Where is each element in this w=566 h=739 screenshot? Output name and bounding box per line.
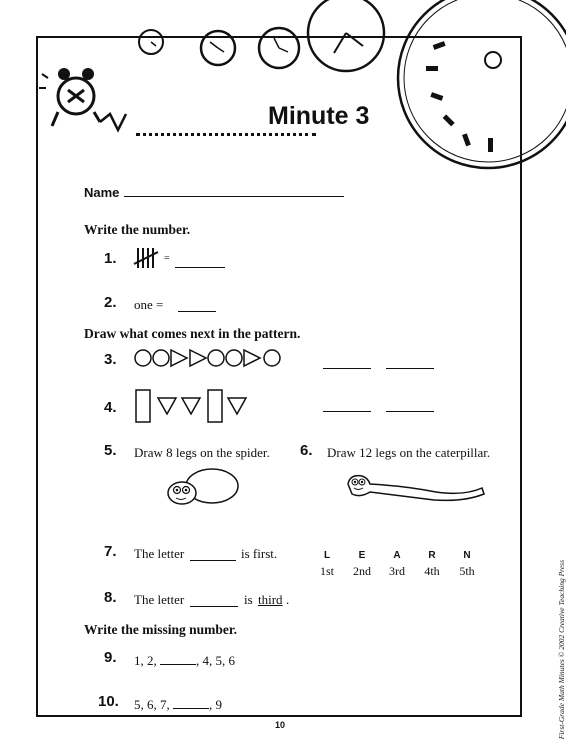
rectangle-triangle-pattern [134, 388, 274, 424]
pattern-blank-4a[interactable] [323, 399, 371, 412]
alarm-clock-character-icon [39, 68, 126, 130]
name-label: Name [84, 185, 120, 200]
section-heading-pattern: Draw what comes next in the pattern. [84, 326, 301, 341]
worksheet-frame [36, 36, 522, 717]
question-text-8-pre: The letter [134, 592, 185, 607]
question-number-4: 4. [104, 399, 117, 416]
answer-blank-2[interactable] [178, 299, 216, 312]
equals-sign: = [164, 253, 170, 264]
sequence-value: 6, [147, 697, 157, 712]
learn-letter: R [428, 550, 436, 561]
learn-letter: E [358, 550, 366, 561]
medium-clock-icon [308, 0, 384, 71]
question-number-2: 2. [104, 294, 117, 311]
learn-ordinal: 5th [459, 564, 475, 578]
small-clock-icon [139, 30, 163, 54]
question-text-8-is: is [244, 592, 253, 607]
learn-letter: A [393, 550, 401, 561]
question-text-8-period: . [286, 592, 290, 607]
question-number-5: 5. [104, 442, 117, 459]
small-clock-icon [259, 28, 299, 68]
answer-blank-10[interactable] [173, 696, 209, 709]
page-title: Minute 3 [268, 102, 370, 130]
sequence-value: 6 [228, 653, 235, 668]
side-credit: First-Grade Math Minutes © 2002 Creative Teaching Press [557, 560, 566, 739]
question-number-6: 6. [300, 442, 313, 459]
caterpillar-body-icon [346, 470, 488, 506]
question-text-7-pre: The letter [134, 546, 185, 561]
sequence-comma: , [209, 697, 213, 712]
question-text-2: one = [134, 297, 164, 312]
small-clock-icon [201, 31, 235, 65]
sequence-value: 4, [202, 653, 213, 668]
section-heading-missing: Write the missing number. [84, 622, 238, 637]
question-number-8: 8. [104, 589, 117, 606]
question-number-10: 10. [98, 693, 119, 710]
pattern-blank-4b[interactable] [386, 399, 434, 412]
question-number-1: 1. [104, 250, 117, 267]
sequence-value: 9 [215, 697, 222, 712]
question-number-9: 9. [104, 649, 117, 666]
answer-blank-8[interactable] [190, 594, 238, 607]
sequence-value: 1, [134, 653, 144, 668]
sequence-9 [134, 652, 235, 669]
question-text-8-third: third [258, 592, 283, 607]
section-heading-write-number: Write the number. [84, 222, 191, 237]
name-field[interactable] [124, 196, 344, 197]
learn-ordinal: 4th [424, 564, 440, 578]
answer-blank-1[interactable] [175, 255, 225, 268]
pattern-blank-3b[interactable] [386, 356, 434, 369]
question-number-3: 3. [104, 351, 117, 368]
learn-letter: L [323, 550, 331, 561]
sequence-value: 2, [147, 653, 157, 668]
sequence-value: 5, [134, 697, 144, 712]
circle-triangle-pattern [134, 347, 294, 369]
spider-body-icon [164, 466, 240, 510]
question-text-7-post: is first. [241, 546, 278, 561]
question-text-5: Draw 8 legs on the spider. [134, 445, 270, 460]
large-clock-icon [398, 0, 566, 168]
question-text-6: Draw 12 legs on the caterpillar. [327, 445, 491, 460]
answer-blank-7[interactable] [190, 548, 236, 561]
pattern-blank-3a[interactable] [323, 356, 371, 369]
page-number: 10 [275, 720, 286, 730]
sequence-value: 7, [160, 697, 170, 712]
learn-ordinal: 2nd [353, 564, 371, 578]
sequence-value: 5, [215, 653, 226, 668]
title-dotted-rule [136, 133, 316, 136]
learn-letter: N [463, 550, 471, 561]
tally-marks-icon [134, 246, 160, 270]
learn-ordinal: 3rd [389, 564, 405, 578]
sequence-10 [134, 696, 222, 713]
question-number-7: 7. [104, 543, 117, 560]
learn-ordinal: 1st [319, 564, 334, 578]
answer-blank-9[interactable] [160, 652, 196, 665]
sequence-comma: , [196, 653, 200, 668]
